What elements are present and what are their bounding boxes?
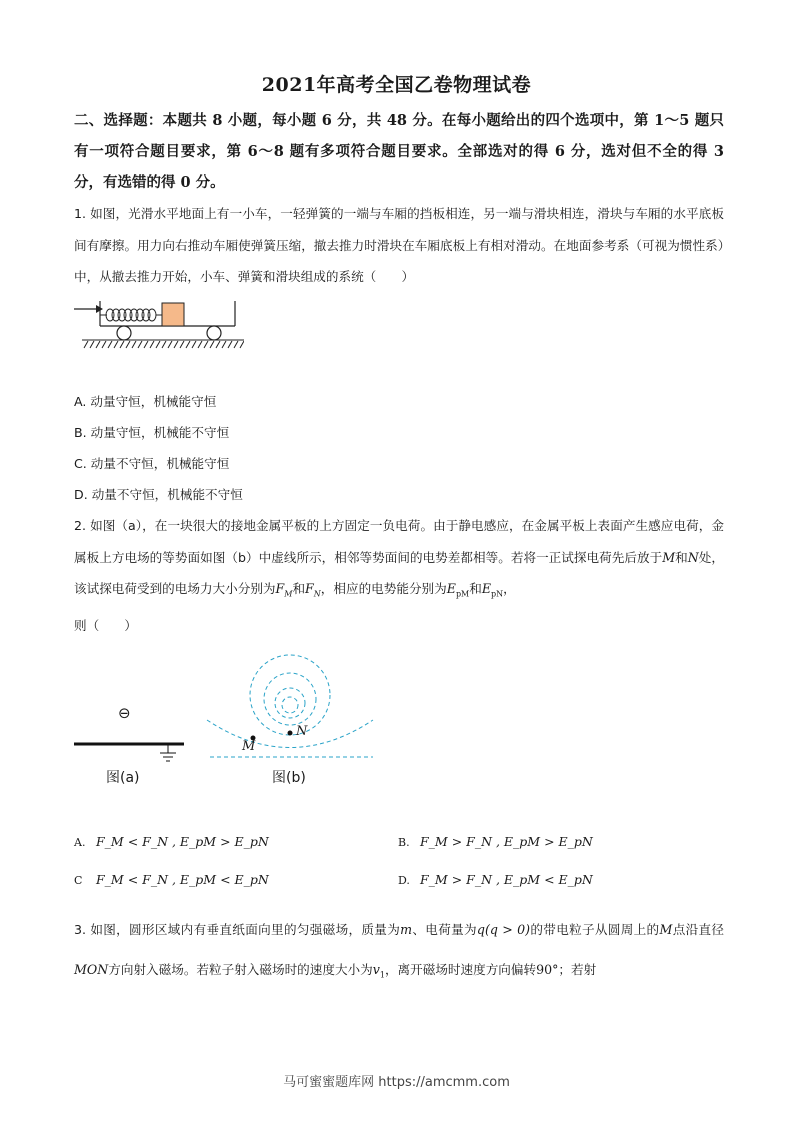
q2-epm (446, 581, 470, 599)
q2-option-b[interactable] (398, 834, 593, 849)
section-header: 二、选择题：本题共 8 小题，每小题 6 分，共 48 分。在每小题给出的四个选项中，第 1～5 题只有一项符合题目要求，第 6～8 题有多项符合题目要求。全部选对的得 6 分，选对但不全的得 3 分，有选错的得 0 分。 (74, 112, 724, 191)
point-n-dot (288, 731, 293, 736)
right-wheel (207, 326, 221, 340)
q2-text-3: 处，该试探电荷受到的电场力大小分别为 (74, 549, 725, 596)
q2-text-7: ， (503, 581, 516, 596)
fig-a-label: 图(a) (106, 770, 140, 786)
spring (100, 309, 162, 321)
q2-option-a[interactable] (74, 834, 269, 849)
point-n-label: N (296, 724, 308, 739)
q2-epn-base: E (481, 581, 492, 596)
q1-option-b[interactable]: B. 动量守恒，机械能不守恒 (74, 425, 230, 440)
q2-option-c[interactable] (74, 872, 269, 887)
fig-a-diagram (72, 740, 192, 770)
q2-option-b-label: B. (398, 836, 410, 849)
q2-var-m: M (662, 549, 676, 565)
q3-text-1: 3. 如图，圆形区域内有垂直纸面向里的匀强磁场，质量为 (74, 922, 401, 937)
equipotential-lines (207, 655, 373, 757)
q2-option-d-label: D. (398, 874, 410, 887)
q2-fn-sub: N (313, 589, 321, 599)
q2-option-c-label: C (74, 874, 83, 887)
q3-text-6: ，离开磁场时速度方向偏转 (384, 962, 537, 977)
q3-v1 (372, 962, 385, 980)
q1-cart-diagram (74, 298, 244, 350)
q2-epn-sub: pN (491, 589, 504, 599)
q2-text-5: ，相应的电势能分别为 (320, 581, 447, 596)
footer-watermark: 马可蜜蜜题库网 https://amcmm.com (283, 1075, 510, 1090)
q1-option-d[interactable]: D. 动量不守恒，机械能不守恒 (74, 487, 243, 502)
q2-text-4: 和 (292, 581, 306, 596)
q2-text-2: 和 (675, 549, 688, 565)
q1-option-c[interactable]: C. 动量不守恒，机械能守恒 (74, 456, 230, 471)
q3-angle: 90° (536, 962, 559, 977)
push-arrow (74, 305, 103, 313)
q2-fm-base: F (275, 581, 285, 596)
q2-option-a-expr: F_M < F_N , E_pM > E_pN (96, 834, 269, 849)
q3-text-3: 的带电粒子从圆周上的 (530, 922, 660, 937)
q3-text-7: ；若射 (558, 962, 597, 977)
q2-option-d[interactable] (398, 872, 593, 887)
fig-b-diagram (205, 650, 375, 765)
ground-symbol (160, 745, 176, 761)
q2-option-c-expr: F_M < F_N , E_pM < E_pN (96, 872, 269, 887)
left-wheel (117, 326, 131, 340)
q3-text-5: 方向射入磁场。若粒子射入磁场时的速度大小为 (108, 962, 373, 977)
q1-option-a[interactable]: A. 动量守恒，机械能守恒 (74, 394, 217, 409)
q3-v1-sub: 1 (379, 970, 385, 980)
q2-text-1: 2. 如图（a），在一块很大的接地金属平板的上方固定一负电荷。由于静电感应，在金属平板上表面产生感应电荷，金属板上方电场的等势面如图（b）中虚线所示，相邻等势面间的电势差都相等。若将一正试探电荷先后放于 (74, 518, 724, 565)
fig-b-label: 图(b) (272, 770, 306, 786)
q3-var-m: m (400, 922, 413, 937)
question-2-text (74, 510, 724, 642)
q2-fn-base: F (305, 581, 314, 596)
q2-var-n: N (687, 549, 699, 565)
q2-epm-sub: pM (455, 589, 470, 599)
question-3-text (74, 910, 724, 996)
q2-text-8: 则（ ） (74, 618, 137, 634)
q2-epm-base: E (446, 581, 456, 596)
q3-text-2: 、电荷量为 (412, 922, 477, 937)
q2-fm (275, 581, 293, 599)
q2-text-6: 和 (469, 581, 482, 596)
negative-charge-symbol: ⊖ (118, 704, 131, 722)
ground (82, 340, 244, 348)
q3-text-4: 点沿直径 (672, 922, 725, 937)
slider-block (162, 303, 184, 326)
question-1-text: 1. 如图，光滑水平地面上有一小车，一轻弹簧的一端与车厢的挡板相连，另一端与滑块相连，滑块与车厢的水平底板间有摩擦。用力向右推动车厢使弹簧压缩，撤去推力时滑块在车厢底板上有相对滑动。在地面参考系（可视为惯性系）中，从撤去推力开始，小车、弹簧和滑块组成的系统（ ） (74, 206, 724, 284)
page-title: 2021年高考全国乙卷物理试卷 (261, 74, 532, 96)
q3-charge-expr: q(q > 0) (476, 922, 531, 937)
q2-option-a-label: A. (74, 836, 86, 849)
q2-fm-sub: M (284, 589, 293, 599)
point-m-label: M (242, 739, 256, 754)
q3-diameter: MON (74, 962, 109, 977)
q2-option-d-expr: F_M > F_N , E_pM < E_pN (420, 872, 593, 887)
q2-epn (481, 581, 504, 599)
q3-v1-base: v (372, 962, 380, 977)
q2-fn (305, 581, 321, 599)
q3-var-m-point: M (659, 922, 673, 937)
q2-option-b-expr: F_M > F_N , E_pM > E_pN (420, 834, 593, 849)
